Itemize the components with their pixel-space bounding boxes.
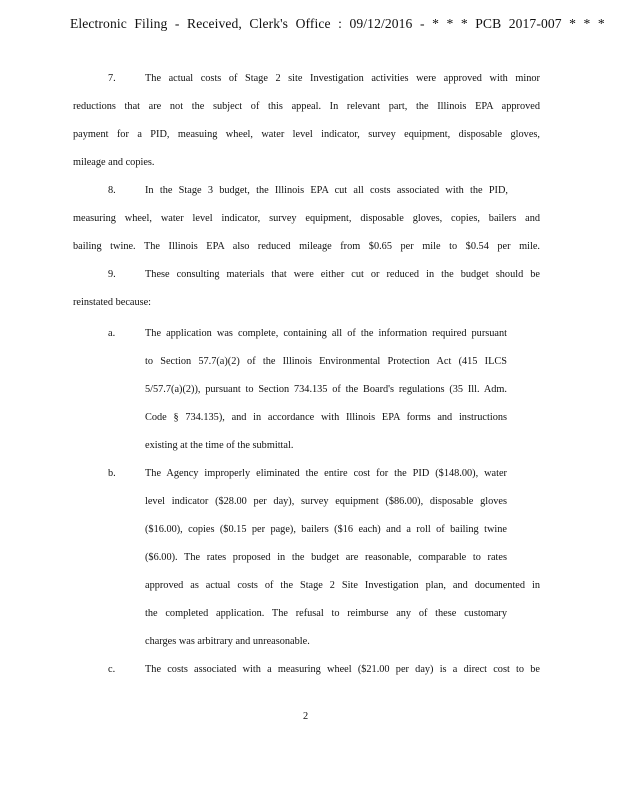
filing-header: Electronic Filing - Received, Clerk's Office : 09/12/2016 - * * * PCB 2017-007 * * * [70, 16, 605, 31]
paragraph-line: bailing twine. The Illinois EPA also reduced mileage from $0.65 per mile to $0.54 per mile. [73, 241, 540, 252]
subitem-line: The application was complete, containing all of the information required pursuant [145, 328, 507, 339]
subitem-letter: b. [108, 468, 116, 479]
subitem-letter: c. [108, 664, 116, 675]
subitem-line: to Section 57.7(a)(2) of the Illinois Environmental Protection Act (415 ILCS [145, 356, 507, 367]
subitem-line: Code § 734.135), and in accordance with Illinois EPA forms and instructions [145, 412, 507, 423]
subitem-line: level indicator ($28.00 per day), survey equipment ($86.00), disposable gloves [145, 496, 507, 507]
subitem-line: approved as actual costs of the Stage 2 Site Investigation plan, and documented in [145, 580, 540, 591]
subitem-line: the completed application. The refusal to reimburse any of these customary [145, 608, 507, 619]
subitem-letter: a. [108, 328, 116, 339]
paragraph-number: 9. [108, 269, 116, 280]
paragraph-line: The actual costs of Stage 2 site Investigation activities were approved with minor [145, 73, 540, 84]
subitem-line: charges was arbitrary and unreasonable. [145, 636, 310, 647]
page-number: 2 [303, 711, 309, 722]
subitem-line: The costs associated with a measuring wheel ($21.00 per day) is a direct cost to be [145, 664, 540, 675]
paragraph-line: payment for a PID, measuing wheel, water level indicator, survey equipment, disposable gloves, [73, 129, 540, 140]
paragraph-number: 8. [108, 185, 116, 196]
subitem-line: ($6.00). The rates proposed in the budget are reasonable, comparable to rates [145, 552, 507, 563]
paragraph-line: reductions that are not the subject of this appeal. In relevant part, the Illinois EPA approved [73, 101, 540, 112]
paragraph-number: 7. [108, 73, 116, 84]
subitem-line: 5/57.7(a)(2)), pursuant to Section 734.135 of the Board's regulations (35 Ill. Adm. [145, 384, 507, 395]
paragraph-line: In the Stage 3 budget, the Illinois EPA cut all costs associated with the PID, [145, 185, 508, 196]
paragraph-line: These consulting materials that were either cut or reduced in the budget should be [145, 269, 540, 280]
subitem-line: ($16.00), copies ($0.15 per page), bailers ($16 each) and a roll of bailing twine [145, 524, 507, 535]
subitem-line: existing at the time of the submittal. [145, 440, 294, 451]
subitem-line: The Agency improperly eliminated the entire cost for the PID ($148.00), water [145, 468, 507, 479]
paragraph-line: mileage and copies. [73, 157, 155, 168]
paragraph-line: measuring wheel, water level indicator, survey equipment, disposable gloves, copies, bailers and [73, 213, 540, 224]
paragraph-line: reinstated because: [73, 297, 152, 308]
